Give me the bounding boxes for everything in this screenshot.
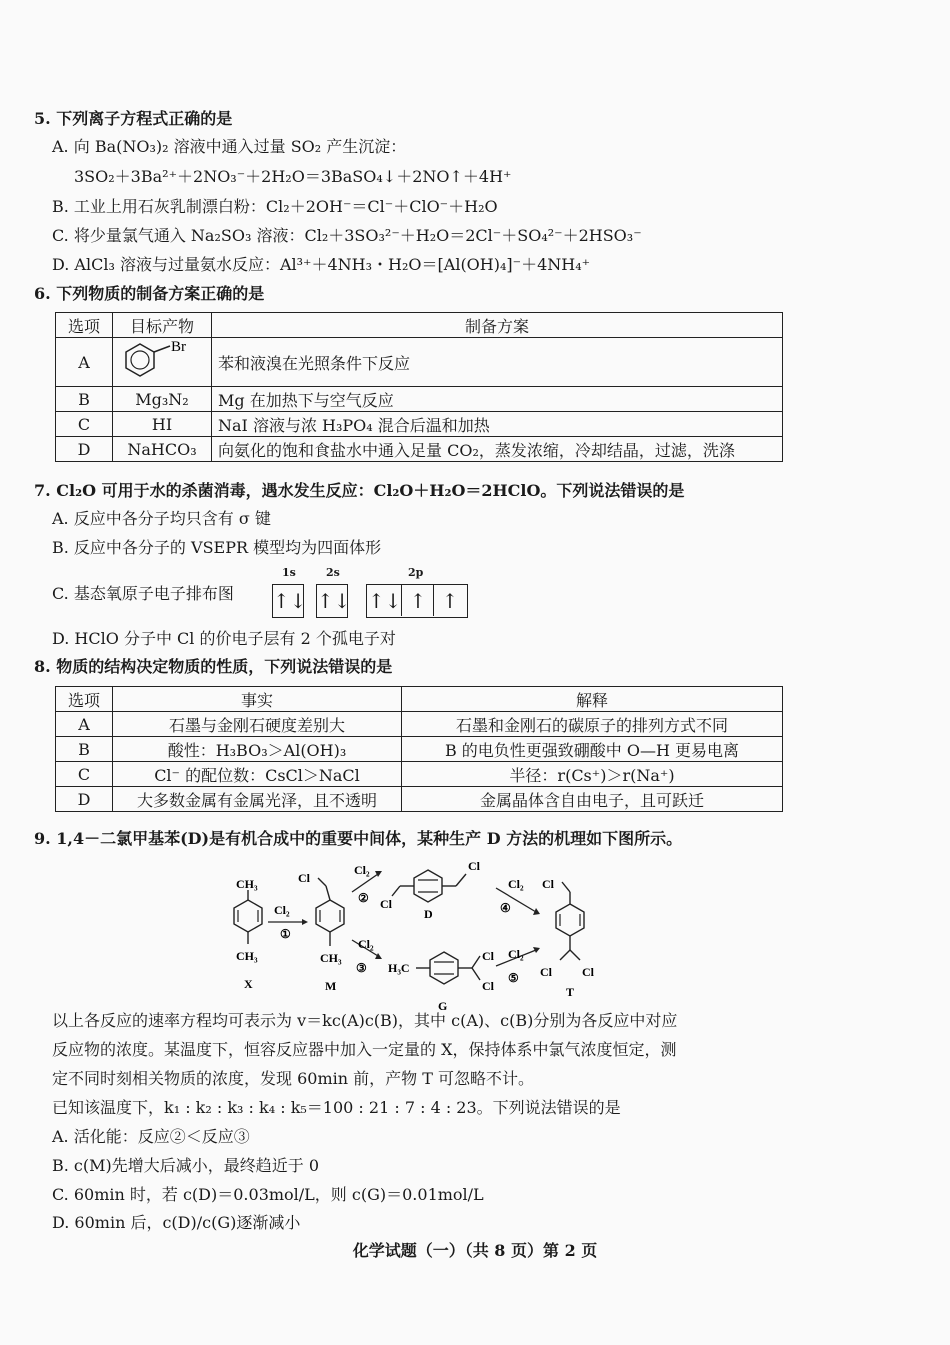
orbital-2p-3: ↑: [433, 584, 466, 616]
molecule-t: [540, 877, 595, 999]
bromobenzene-structure: [120, 338, 204, 382]
orbital-label-1s: 1s: [282, 566, 296, 579]
q6-stem: 6. 下列物质的制备方案正确的是: [34, 284, 265, 303]
q5-stem: 5. 下列离子方程式正确的是: [34, 109, 233, 128]
label-x: X: [244, 977, 253, 991]
cell-plan: 向氨化的饱和食盐水中通入足量 CO₂，蒸发浓缩，冷却结晶，过滤，洗涤: [212, 437, 783, 462]
cell-reason: 石墨和金刚石的碳原子的排列方式不同: [402, 712, 783, 737]
table-row: [56, 338, 783, 387]
br-label: Br: [171, 339, 186, 355]
g-cl-bottom: Cl: [482, 979, 494, 993]
d-cl-right: Cl: [468, 859, 480, 873]
q9-paragraph-line2: 反应物的浓度。某温度下，恒容反应器中加入一定量的 X，保持体系中氯气浓度恒定，测: [52, 1040, 677, 1059]
step-2: ②: [358, 891, 369, 905]
cell-option: D: [56, 787, 113, 812]
table-row: [56, 762, 783, 787]
cell-plan: 苯和液溴在光照条件下反应: [212, 338, 783, 387]
arrow5-reagent: Cl₂: [508, 947, 524, 961]
table-header-row: [56, 687, 783, 712]
orbital-label-2p: 2p: [408, 566, 424, 579]
q9-paragraph-line3: 定不同时刻相关物质的浓度，发现 60min 前，产物 T 可忽略不计。: [52, 1069, 534, 1088]
cell-option: A: [56, 338, 113, 387]
q9-stem: 9. 1,4－二氯甲基苯(D)是有机合成中的重要中间体，某种生产 D 方法的机理如下图所示。: [34, 829, 683, 848]
reaction-mechanism-diagram: [190, 852, 750, 1012]
cell-product: HI: [113, 412, 212, 437]
q9-paragraph-line1: 以上各反应的速率方程均可表示为 v＝kc(A)c(B)，其中 c(A)、c(B)分别为各反应中对应: [52, 1011, 678, 1030]
arrow3-reagent: Cl₂: [358, 937, 374, 951]
q9-option-a: A. 活化能：反应②＜反应③: [52, 1127, 250, 1146]
cell-product-bromobenzene: [113, 338, 212, 387]
molecule-m: [298, 871, 344, 993]
cell-option: D: [56, 437, 113, 462]
q7-option-d: D. HClO 分子中 Cl 的价电子层有 2 个孤电子对: [52, 629, 396, 648]
cell-product: NaHCO₃: [113, 437, 212, 462]
m-cl: Cl: [298, 871, 310, 885]
cell-fact: 酸性：H₃BO₃＞Al(OH)₃: [113, 737, 402, 762]
cell-option: A: [56, 712, 113, 737]
header-product: 目标产物: [113, 313, 212, 338]
cell-plan: Mg 在加热下与空气反应: [212, 387, 783, 412]
table-row: [56, 787, 783, 812]
q7-option-a: A. 反应中各分子均只含有 σ 键: [52, 509, 271, 528]
table-row: [56, 412, 783, 437]
label-m: M: [325, 979, 337, 993]
orbital-box-1s: ↑↓: [272, 584, 304, 618]
arrow1-reagent: Cl₂: [274, 903, 290, 917]
orbital-2p-2: ↑: [401, 584, 434, 616]
cell-reason: 金属晶体含自由电子，且可跃迁: [402, 787, 783, 812]
q8-table: [55, 686, 783, 812]
orbital-diagram: [272, 566, 472, 620]
x-ch3-bottom: CH₃: [236, 949, 258, 963]
m-ch3: CH₃: [320, 951, 342, 965]
q5-option-a-line1: A. 向 Ba(NO₃)₂ 溶液中通入过量 SO₂ 产生沉淀：: [52, 137, 407, 156]
cell-option: C: [56, 762, 113, 787]
cell-reason: B 的电负性更强致硼酸中 O—H 更易电离: [402, 737, 783, 762]
table-row: [56, 437, 783, 462]
label-t: T: [566, 985, 575, 999]
label-g: G: [438, 999, 448, 1012]
step-1: ①: [280, 927, 291, 941]
d-cl-left: Cl: [380, 897, 392, 911]
header-fact: 事实: [113, 687, 402, 712]
header-reason: 解释: [402, 687, 783, 712]
q9-option-c: C. 60min 时，若 c(D)＝0.03mol/L，则 c(G)＝0.01mol/L: [52, 1185, 484, 1204]
q9-option-b: B. c(M)先增大后减小，最终趋近于 0: [52, 1156, 320, 1175]
table-header-row: [56, 313, 783, 338]
t-cl-right: Cl: [582, 965, 594, 979]
table-row: [56, 387, 783, 412]
table-row: [56, 712, 783, 737]
q5-option-b: B. 工业上用石灰乳制漂白粉：Cl₂＋2OH⁻＝Cl⁻＋ClO⁻＋H₂O: [52, 197, 498, 216]
x-ch3-top: CH₃: [236, 877, 258, 891]
q7-option-b: B. 反应中各分子的 VSEPR 模型均为四面体形: [52, 538, 382, 557]
cell-fact: Cl⁻ 的配位数：CsCl＞NaCl: [113, 762, 402, 787]
cell-fact: 大多数金属有金属光泽，且不透明: [113, 787, 402, 812]
header-option: 选项: [56, 687, 113, 712]
cell-option: C: [56, 412, 113, 437]
q8-stem: 8. 物质的结构决定物质的性质，下列说法错误的是: [34, 657, 393, 676]
q5-option-a-line2: 3SO₂＋3Ba²⁺＋2NO₃⁻＋2H₂O＝3BaSO₄↓＋2NO↑＋4H⁺: [74, 167, 512, 186]
step-4: ④: [500, 901, 511, 915]
step-5: ⑤: [508, 971, 519, 985]
q5-option-d: D. AlCl₃ 溶液与过量氨水反应：Al³⁺＋4NH₃・H₂O＝[Al(OH)₄]⁻＋4NH₄⁺: [52, 255, 591, 274]
q9-paragraph-line4: 已知该温度下，k₁ : k₂ : k₃ : k₄ : k₅＝100 : 21 : 7 : 4 : 23。下列说法错误的是: [52, 1098, 621, 1117]
q6-table: [55, 312, 783, 462]
molecule-x: [234, 877, 262, 991]
q7-option-c: C. 基态氧原子电子排布图: [52, 584, 234, 603]
header-plan: 制备方案: [212, 313, 783, 338]
page-footer: 化学试题（一）（共 8 页）第 2 页: [352, 1241, 598, 1260]
label-d: D: [424, 907, 433, 921]
molecule-d: [380, 859, 481, 921]
table-row: [56, 737, 783, 762]
cell-option: B: [56, 737, 113, 762]
molecule-g: [388, 949, 495, 1012]
g-cl-top: Cl: [482, 949, 494, 963]
header-option: 选项: [56, 313, 113, 338]
arrow2-reagent: Cl₂: [354, 863, 370, 877]
cell-plan: NaI 溶液与浓 H₃PO₄ 混合后温和加热: [212, 412, 783, 437]
g-h3c: H₃C: [388, 961, 410, 975]
q7-stem: 7. Cl₂O 可用于水的杀菌消毒，遇水发生反应：Cl₂O＋H₂O＝2HClO。下列说法错误的是: [34, 481, 685, 500]
orbital-box-2s: ↑↓: [316, 584, 348, 618]
cell-product: Mg₃N₂: [113, 387, 212, 412]
t-cl-top: Cl: [542, 877, 554, 891]
orbital-2p-1: ↑↓: [368, 589, 402, 613]
arrow4-reagent: Cl₂: [508, 877, 524, 891]
cell-option: B: [56, 387, 113, 412]
q5-option-c: C. 将少量氯气通入 Na₂SO₃ 溶液：Cl₂＋3SO₃²⁻＋H₂O＝2Cl⁻＋SO₄²⁻＋2HSO₃⁻: [52, 226, 642, 245]
q9-option-d: D. 60min 后，c(D)/c(G)逐渐减小: [52, 1213, 301, 1232]
t-cl-left: Cl: [540, 965, 552, 979]
step-3: ③: [356, 961, 367, 975]
cell-fact: 石墨与金刚石硬度差别大: [113, 712, 402, 737]
cell-reason: 半径：r(Cs⁺)＞r(Na⁺): [402, 762, 783, 787]
orbital-label-2s: 2s: [326, 566, 340, 579]
